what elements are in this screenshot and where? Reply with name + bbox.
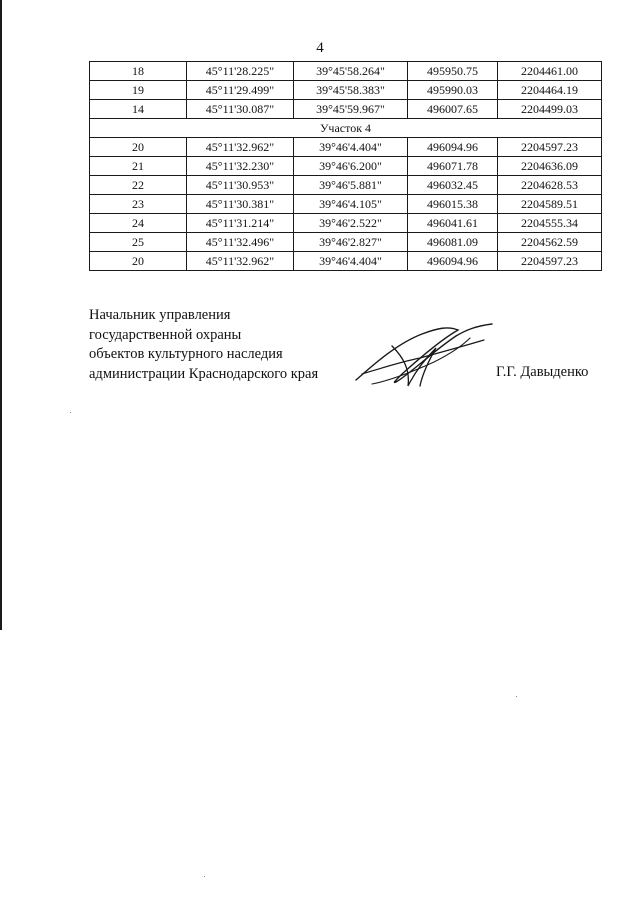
longitude-cell: 39°46'4.105" — [294, 195, 408, 214]
point-number-cell: 21 — [90, 157, 187, 176]
latitude-cell: 45°11'32.962" — [187, 138, 294, 157]
table-row — [90, 119, 602, 138]
y-coordinate-cell: 2204628.53 — [498, 176, 602, 195]
point-number-cell: 19 — [90, 81, 187, 100]
point-number-cell: 24 — [90, 214, 187, 233]
table-row — [90, 138, 602, 157]
plot-header-section — [90, 119, 602, 138]
point-number-cell: 14 — [90, 100, 187, 119]
scan-edge-line — [0, 0, 2, 630]
longitude-cell: 39°45'58.264" — [294, 62, 408, 81]
x-coordinate-cell: 496032.45 — [408, 176, 498, 195]
point-number-cell: 22 — [90, 176, 187, 195]
table-row — [90, 157, 602, 176]
table-body-after — [90, 138, 602, 271]
longitude-cell: 39°46'4.404" — [294, 138, 408, 157]
point-number-cell: 23 — [90, 195, 187, 214]
x-coordinate-cell: 496071.78 — [408, 157, 498, 176]
latitude-cell: 45°11'30.953" — [187, 176, 294, 195]
y-coordinate-cell: 2204597.23 — [498, 138, 602, 157]
y-coordinate-cell: 2204562.59 — [498, 233, 602, 252]
latitude-cell: 45°11'32.962" — [187, 252, 294, 271]
x-coordinate-cell: 495990.03 — [408, 81, 498, 100]
y-coordinate-cell: 2204589.51 — [498, 195, 602, 214]
signature-title-line: Начальник управления — [89, 307, 231, 323]
table-row — [90, 195, 602, 214]
signature-title-line: объектов культурного наследия — [89, 346, 283, 362]
y-coordinate-cell: 2204555.34 — [498, 214, 602, 233]
longitude-cell: 39°46'5.881" — [294, 176, 408, 195]
coordinates-table — [89, 61, 602, 271]
scan-speck — [204, 876, 205, 877]
plot-header: Участок 4 — [90, 119, 602, 138]
y-coordinate-cell: 2204464.19 — [498, 81, 602, 100]
signature-title-block — [89, 306, 318, 384]
point-number-cell: 20 — [90, 252, 187, 271]
x-coordinate-cell: 495950.75 — [408, 62, 498, 81]
page-number: 4 — [316, 40, 324, 56]
table-body-before — [90, 62, 602, 119]
y-coordinate-cell: 2204636.09 — [498, 157, 602, 176]
point-number-cell: 18 — [90, 62, 187, 81]
x-coordinate-cell: 496007.65 — [408, 100, 498, 119]
latitude-cell: 45°11'32.496" — [187, 233, 294, 252]
longitude-cell: 39°45'58.383" — [294, 81, 408, 100]
point-number-cell: 25 — [90, 233, 187, 252]
scan-speck — [516, 696, 517, 697]
longitude-cell: 39°46'4.404" — [294, 252, 408, 271]
signature-title-line: государственной охраны — [89, 326, 242, 343]
x-coordinate-cell: 496081.09 — [408, 233, 498, 252]
latitude-cell: 45°11'30.381" — [187, 195, 294, 214]
longitude-cell: 39°46'6.200" — [294, 157, 408, 176]
handwritten-signature-mark — [352, 322, 502, 390]
signatory-name: Г.Г. Давыденко — [496, 364, 589, 380]
table-row — [90, 176, 602, 195]
table-row — [90, 100, 602, 119]
y-coordinate-cell: 2204597.23 — [498, 252, 602, 271]
x-coordinate-cell: 496094.96 — [408, 138, 498, 157]
table-row — [90, 214, 602, 233]
longitude-cell: 39°45'59.967" — [294, 100, 408, 119]
point-number-cell: 20 — [90, 138, 187, 157]
table-row — [90, 233, 602, 252]
x-coordinate-cell: 496015.38 — [408, 195, 498, 214]
longitude-cell: 39°46'2.522" — [294, 214, 408, 233]
longitude-cell: 39°46'2.827" — [294, 233, 408, 252]
x-coordinate-cell: 496094.96 — [408, 252, 498, 271]
x-coordinate-cell: 496041.61 — [408, 214, 498, 233]
table-row — [90, 62, 602, 81]
signature-title-line: администрации Краснодарского края — [89, 365, 319, 382]
latitude-cell: 45°11'28.225" — [187, 62, 294, 81]
scan-speck — [70, 412, 71, 413]
y-coordinate-cell: 2204461.00 — [498, 62, 602, 81]
table-row — [90, 81, 602, 100]
latitude-cell: 45°11'29.499" — [187, 81, 294, 100]
y-coordinate-cell: 2204499.03 — [498, 100, 602, 119]
table-row — [90, 252, 602, 271]
latitude-cell: 45°11'31.214" — [187, 214, 294, 233]
latitude-cell: 45°11'32.230" — [187, 157, 294, 176]
latitude-cell: 45°11'30.087" — [187, 100, 294, 119]
